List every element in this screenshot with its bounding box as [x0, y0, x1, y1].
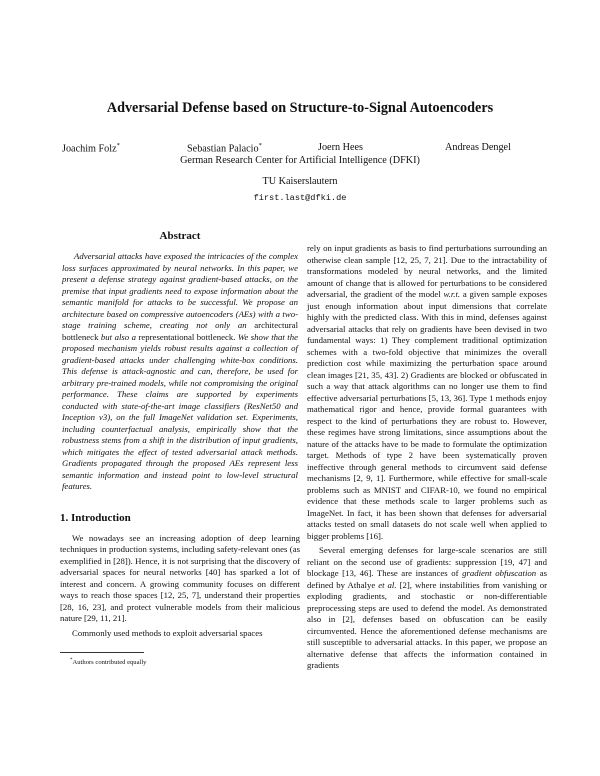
introduction-paragraph-1: We nowadays see an increasing adoption of deep learning techniques in production systems, including safety-relevant ones (as exemplified in [28]). Hence, it is not surprising that the discovery of adversarial spaces for neural networks [40] has sparked a lot of interest and concern. A growing community focuses on different ways to reach those spaces [12, 25, 7], understand their properties [28, 16, 23], and protect vulnerable models from their malicious nature [29, 11, 21]. [60, 532, 300, 623]
introduction-heading: 1. Introduction [60, 511, 131, 524]
author-4: Andreas Dengel [445, 142, 511, 153]
affiliation-2: TU Kaiserslautern [262, 176, 338, 187]
abstract-text: Adversarial attacks have exposed the intricacies of the complex loss surfaces approximated by neural networks. In this paper, we present a defense strategy against gradient-based attacks, on the premise that input gradients need to expose information about the semantic manifold for attacks to be successful. We propose an architecture based on compressive autoencoders (AEs) with a two-stage training scheme, creating not only an architectural bottleneck but also a representational bottleneck. We show that the proposed mechanism yields robust results against a collection of gradient-based attacks under challenging white-box conditions. This defense is attack-agnostic and can, therefore, be used for arbitrary pre-trained models, while not compromising the original performance. These claims are supported by experiments conducted with state-of-the-art image classifiers (ResNet50 and Inception v3), on the full ImageNet validation set. Experiments, including counterfactual analysis, empirically show that the robustness stems from a shift in the distribution of input gradients, which mitigates the effect of tested adversarial attack methods. Gradients propagated through the proposed AEs represent less semantic information and instead point to low-level structural features. [62, 251, 299, 491]
author-email: first.last@dfki.de [253, 193, 347, 203]
footnote-rule [60, 652, 144, 653]
introduction-paragraph-2: Commonly used methods to exploit adversarial spaces [72, 627, 263, 638]
paper-title: Adversarial Defense based on Structure-to-Signal Autoencoders [106, 100, 494, 116]
right-paragraph-2: Several emerging defenses for large-scale scenarios are still reliant on the second use of gradients: suppression [19, 47] and blockage [13, 46]. These are instances of gradient obfuscation as defined by Athalye et al. [2], where instabilities from vanishing or exploding gradients, and stochastic or non-differentiable preprocessing steps are used to defend the model. As demonstrated also in [2], defenses based on obfuscation can be easily circumvented. Hence the aforementioned defense mechanisms are still susceptible to adversarial attacks. In this paper, we propose an alternative defense that affects the information contained in gradients [307, 545, 548, 670]
author-3: Joern Hees [318, 142, 363, 153]
abstract-heading: Abstract [159, 230, 201, 242]
author-2: Sebastian Palacio* [187, 142, 262, 155]
footnote: *Authors contributed equally [70, 658, 147, 667]
right-paragraph-1: rely on input gradients as basis to find perturbations surrounding an otherwise clean sample [12, 25, 7, 21]. Due to the intractability of transformations modeled by neural networks, and the limited amount of change that is allowed for perturbations to be considered adversarial, the gradient of the model w.r.t. a given sample exposes just enough information about input dimensions that correlate highly with the predicted class. With this in mind, defenses against adversarial attacks that rely on gradients have been devised in two fundamental ways: 1) They complement traditional optimization schemes with a two-fold objective that minimizes the overall prediction cost while maximizing the perturbation space around clean images [21, 35, 43]. 2) Gradients are blocked or obfuscated in such a way that attack algorithms can no longer use them to find effective adversarial perturbations [5, 13, 36]. Type 1 methods enjoy mathematical rigor and hence, provide formal guarantees with respect to the kind of perturbations they are robust to. However, these regimes have strong limitations, since assumptions about the nature of the attacks have to be made to formulate the optimization target. Methods of type 2 have been systematically proven ineffective through general methods to circumvent said defense mechanisms [2, 9, 1]. Furthermore, while effective for small-scale problems such as MNIST and CIFAR-10, we found no empirical evidence that these methods scale to larger problems such as ImageNet. In fact, it has been shown that defenses for adversarial attacks tested on small datasets do not scale well when applied to bigger problems [16]. [307, 243, 548, 541]
author-1: Joachim Folz* [62, 142, 120, 155]
left-column [60, 229, 300, 667]
right-column [307, 243, 547, 672]
affiliation: German Research Center for Artificial Intelligence (DFKI) [180, 155, 420, 166]
